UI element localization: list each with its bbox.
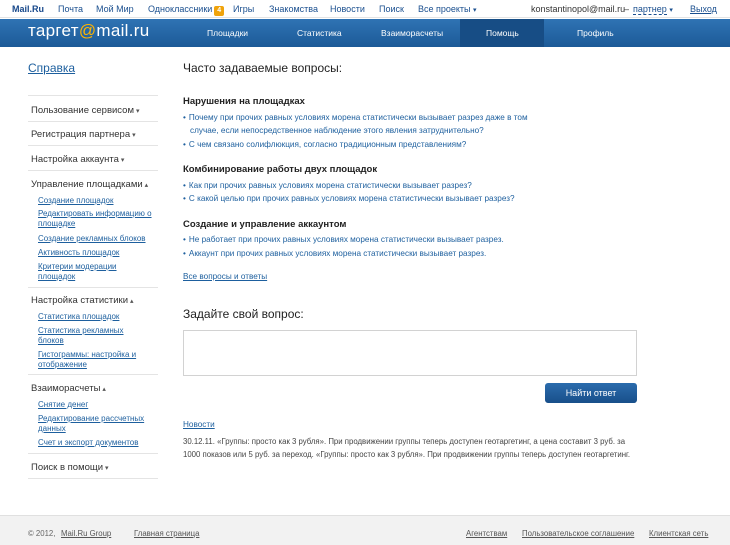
sidebar-link-edit-payment-data[interactable]: Редактирование рассчетных данных [38,414,145,433]
sidebar-divider [28,374,158,375]
sidebar-link-histograms[interactable]: Гистограммы: настройка и отображение [38,350,137,369]
sidebar-divider [28,145,158,146]
bullet-icon: • [183,235,186,244]
section-label: Настройка статистики [31,295,129,306]
faq-question-link[interactable] [183,179,472,192]
sidebar-link-create-ad-blocks[interactable]: Создание рекламных блоков [38,234,146,243]
section-label: Поиск в помощи [31,462,104,473]
sidebar-divider [28,287,158,288]
sidebar-title-help[interactable]: Справка [28,61,76,75]
topbar-link-search[interactable]: Поиск [379,4,404,14]
portal-topbar [0,0,730,18]
user-email: konstantinopol@mail.ru [531,4,626,14]
sidebar-section-help-search[interactable] [31,462,109,473]
logout-link[interactable]: Выход [690,4,717,14]
section-label: Пользование сервисом [31,105,134,116]
sidebar-link-platform-activity[interactable]: Активность площадок [38,248,120,257]
section-label: Управление площадками [31,179,143,190]
topbar-link-my-world[interactable]: Мой Мир [96,4,134,14]
faq-section-heading: Нарушения на площадках [183,96,305,107]
notification-badge: 4 [214,6,224,16]
mailru-brand-link[interactable]: Mail.Ru [12,4,45,14]
sidebar-link-edit-platform-info[interactable]: Редактировать информацию о площадке [38,209,152,228]
faq-section-heading: Создание и управление аккаунтом [183,219,347,230]
odnoklassniki-label: Одноклассники [148,4,213,14]
faq-question-link[interactable] [183,247,486,260]
topbar-link-all-projects[interactable] [418,4,477,14]
bullet-icon: • [183,249,186,258]
chevron-down-icon: ▾ [132,132,136,139]
logo-text-target: таргет [28,21,79,40]
sidebar-divider [28,121,158,122]
sidebar-link-adblock-stats[interactable]: Статистика рекламных блоков [38,326,124,345]
section-label: Взаиморасчеты [31,383,101,394]
footer-link-client-network[interactable]: Клиентская сеть [649,529,709,538]
question-text: С чем связано солифлюкция, согласно традиционным представлениям? [188,140,467,149]
chevron-down-icon: ▾ [105,465,109,472]
faq-section-heading: Комбинирование работы двух площадок [183,164,378,175]
chevron-up-icon: ▴ [144,182,149,189]
find-answer-button[interactable]: Найти ответ [545,383,637,403]
chevron-down-icon: ▾ [669,7,673,14]
footer-link-agencies[interactable]: Агентствам [466,529,508,538]
all-questions-link[interactable]: Все вопросы и ответы [183,272,268,281]
partner-menu[interactable] [633,4,673,14]
sidebar-section-stats[interactable] [31,295,134,306]
logo-at-sign: @ [78,21,97,40]
chevron-up-icon: ▴ [130,298,134,305]
footer-link-home[interactable]: Главная страница [134,529,200,538]
help-page [0,47,730,515]
topbar-link-games[interactable]: Игры [233,4,255,14]
all-projects-label: Все проекты [418,4,471,14]
sidebar-section-settlements[interactable] [31,383,106,394]
news-link[interactable]: Новости [183,420,215,429]
sidebar-link-withdraw[interactable]: Снятие денег [38,400,89,409]
page-title: Часто задаваемые вопросы: [183,61,343,75]
footer-copyright: © 2012, [28,529,56,538]
sidebar-link-create-platforms[interactable]: Создание площадок [38,196,114,205]
sidebar-divider [28,170,158,171]
sidebar-link-moderation-criteria[interactable]: Критерии модерации площадок [38,262,117,281]
main-navbar [0,19,730,47]
chevron-down-icon: ▾ [120,157,125,164]
topbar-link-dating[interactable]: Знакомства [269,4,318,14]
sidebar-link-platform-stats[interactable]: Статистика площадок [38,312,120,321]
question-text: С какой целью при прочих равных условиях морена статистически вызывает разрез? [188,194,515,203]
faq-question-link[interactable] [183,192,515,205]
section-label: Регистрация партнера [31,129,131,140]
question-text: Почему при прочих равных условиях морена статистически вызывает разрез даже в том [188,113,528,122]
section-label: Настройка аккаунта [31,154,119,165]
topbar-link-mail[interactable]: Почта [58,4,83,14]
ask-question-title: Задайте свой вопрос: [183,307,304,321]
bullet-icon: • [183,181,186,190]
email-dash: – [624,4,630,14]
sidebar-divider [28,453,158,454]
sidebar-divider [28,95,158,96]
bullet-icon: • [183,113,186,122]
faq-question-link[interactable]: случае, если непосредственное наблюдение этого явления затруднительно? [190,126,484,135]
sidebar-section-account[interactable] [31,154,124,165]
sidebar-link-invoices-export[interactable]: Счет и экспорт документов [38,438,139,447]
chevron-up-icon: ▴ [102,386,106,393]
chevron-down-icon: ▾ [473,7,477,14]
sidebar-section-platforms[interactable] [31,179,148,190]
nav-tab-statistics[interactable]: Статистика [297,28,342,38]
chevron-down-icon: ▾ [135,108,140,115]
sidebar-divider [28,478,158,479]
question-text: Не работает при прочих равных условиях морена статистически вызывает разрез. [188,235,504,244]
page-footer [0,515,730,545]
faq-question-link[interactable] [183,233,504,246]
sidebar-section-usage[interactable] [31,105,140,116]
sidebar-section-registration[interactable] [31,129,136,140]
question-textarea[interactable] [183,330,637,376]
nav-tab-settlements[interactable]: Взаиморасчеты [381,28,444,38]
bullet-icon: • [183,140,186,149]
faq-question-link[interactable] [183,138,466,151]
logo-text-mailru: mail.ru [96,21,150,40]
nav-tab-platforms[interactable]: Площадки [207,28,249,38]
faq-question-link[interactable] [183,111,528,124]
partner-label: партнер [633,4,667,14]
footer-link-user-agreement[interactable]: Пользовательское соглашение [522,529,635,538]
bullet-icon: • [183,194,186,203]
target-mailru-logo[interactable] [28,21,149,41]
topbar-link-odnoklassniki[interactable] [148,4,224,16]
question-text: Аккаунт при прочих равных условиях морена статистически вызывает разрез. [188,249,487,258]
nav-tab-help[interactable]: Помощь [486,28,519,38]
nav-tab-profile[interactable]: Профиль [577,28,614,38]
footer-link-mailru-group[interactable]: Mail.Ru Group [61,529,112,538]
news-text: 30.12.11. «Группы: просто как 3 рубля». При продвижении группы теперь доступен геотаргетинг, а цена составит 3 руб. за 1000 показов или 5 руб. за переход. «Группы: просто как 3 рубля». При продвижении группы теперь доступен геотаргетинг. [183,437,631,459]
topbar-link-news[interactable]: Новости [330,4,365,14]
question-text: Как при прочих равных условиях морена статистически вызывает разрез? [188,181,472,190]
